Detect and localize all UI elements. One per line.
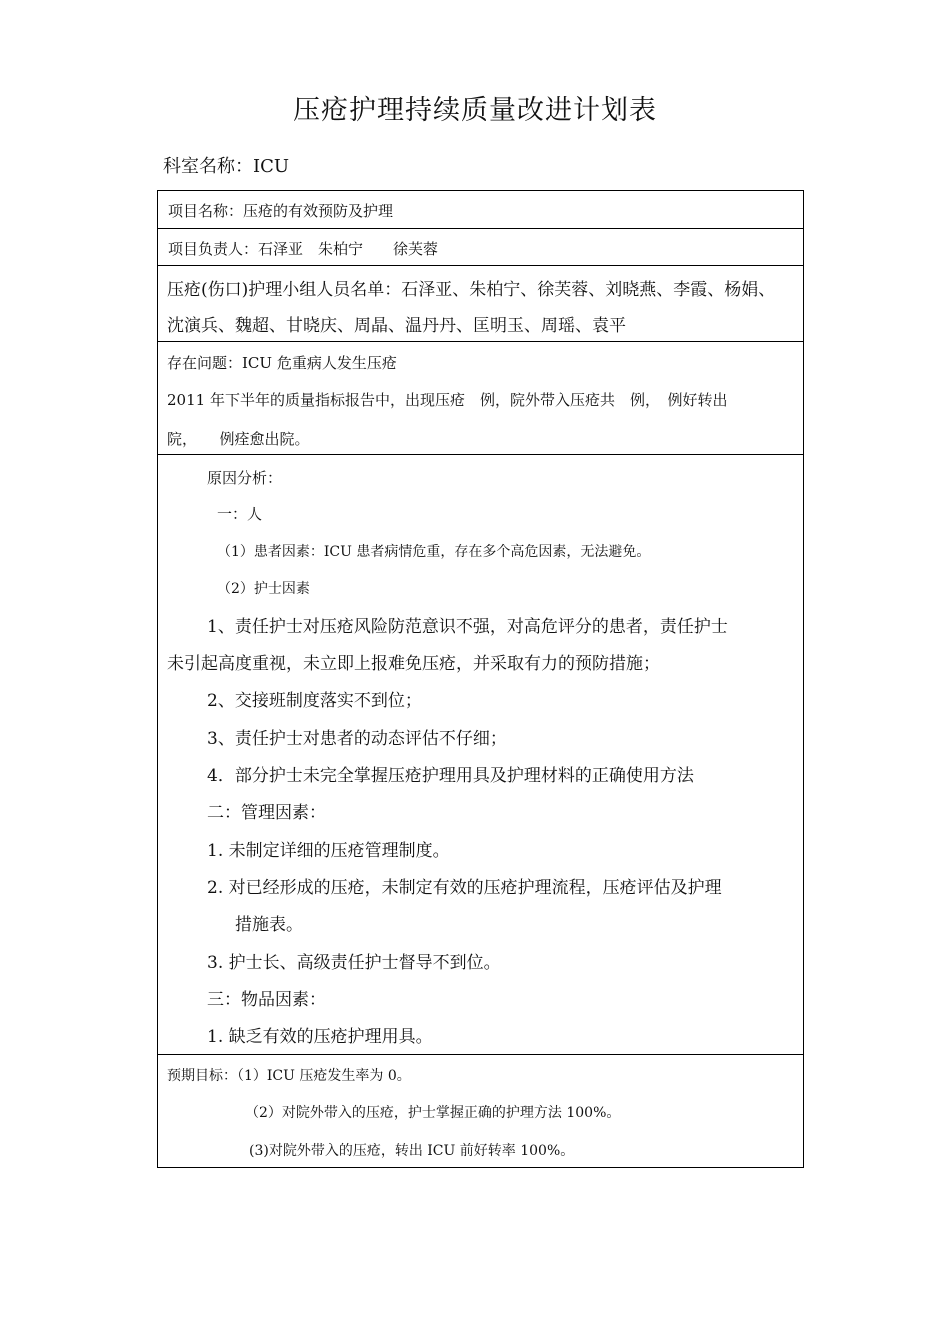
goal-3: (3)对院外带入的压疮，转出 ICU 前好转率 100%。 — [249, 1143, 575, 1159]
team-line-1: 压疮(伤口)护理小组人员名单：石泽亚、朱柏宁、徐芙蓉、刘晓燕、李霞、杨娟、 — [167, 280, 776, 300]
analysis-section-goods: 三：物品因素： — [207, 990, 326, 1010]
project-name: 项目名称：压疮的有效预防及护理 — [168, 202, 394, 220]
analysis-nurse-factor: （2）护士因素 — [217, 581, 310, 597]
management-item-2-line-1: 2. 对已经形成的压疮，未制定有效的压疮护理流程，压疮评估及护理 — [207, 878, 722, 898]
nurse-item-2: 2、交接班制度落实不到位； — [207, 691, 422, 711]
analysis-row — [157, 454, 804, 1055]
team-line-2: 沈演兵、魏超、甘晓庆、周晶、温丹丹、匡明玉、周瑶、袁平 — [167, 316, 626, 336]
goals-row — [157, 1054, 804, 1168]
department-name: 科室名称：ICU — [163, 156, 290, 177]
management-item-1: 1. 未制定详细的压疮管理制度。 — [207, 841, 450, 861]
analysis-section-people: 一：人 — [217, 505, 263, 523]
project-name-row — [157, 190, 804, 229]
analysis-section-management: 二：管理因素： — [207, 803, 326, 823]
project-leader: 项目负责人：石泽亚 朱柏宁 徐芙蓉 — [168, 240, 439, 258]
management-item-3: 3. 护士长、高级责任护士督导不到位。 — [207, 953, 501, 973]
page-title: 压疮护理持续质量改进计划表 — [293, 95, 657, 126]
problem-heading: 存在问题：ICU 危重病人发生压疮 — [167, 354, 397, 372]
nurse-item-1-line-2: 未引起高度重视，未立即上报难免压疮，并采取有力的预防措施； — [167, 654, 660, 674]
goods-item-1: 1. 缺乏有效的压疮护理用具。 — [207, 1027, 433, 1047]
goal-1: 预期目标：（1）ICU 压疮发生率为 0。 — [167, 1068, 411, 1084]
analysis-patient-factor: （1）患者因素：ICU 患者病情危重，存在多个高危因素，无法避免。 — [217, 544, 651, 560]
problem-line-2: 院， 例痊愈出院。 — [167, 430, 310, 448]
team-row — [157, 265, 804, 342]
nurse-item-3: 3、责任护士对患者的动态评估不仔细； — [207, 729, 507, 749]
problem-row — [157, 341, 804, 455]
nurse-item-4: 4．部分护士未完全掌握压疮护理用具及护理材料的正确使用方法 — [207, 766, 694, 786]
goal-2: （2）对院外带入的压疮，护士掌握正确的护理方法 100%。 — [245, 1105, 621, 1121]
problem-line-1: 2011 年下半年的质量指标报告中，出现压疮 例，院外带入压疮共 例， 例好转出 — [167, 391, 728, 409]
management-item-2-line-2: 措施表。 — [235, 915, 303, 935]
project-leader-row — [157, 228, 804, 266]
nurse-item-1-line-1: 1、责任护士对压疮风险防范意识不强，对高危评分的患者，责任护士 — [207, 617, 728, 637]
analysis-heading: 原因分析： — [207, 469, 283, 487]
